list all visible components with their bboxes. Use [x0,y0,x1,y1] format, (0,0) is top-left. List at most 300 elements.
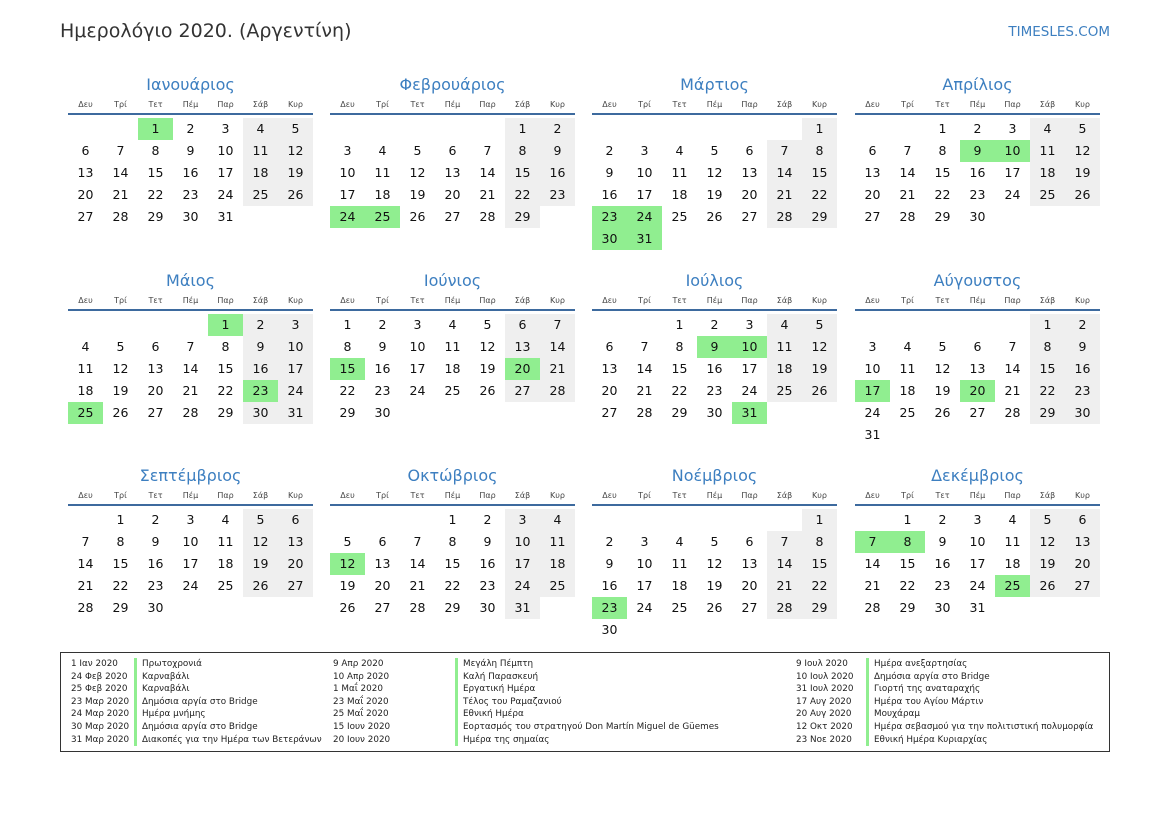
weekday-label: Σάβ [1039,491,1056,500]
weekday-label: Παρ [741,491,758,500]
day-cell: 29 [444,600,461,615]
day-cell: 8 [151,143,160,158]
day-cell: 17 [278,358,313,380]
day-cell: 23 [147,578,164,593]
day-cell: 10 [409,339,426,354]
day-cell: 3 [640,534,649,549]
holiday-day-cell: 12 [330,553,365,575]
holiday-entry [61,696,1101,709]
day-cell: 26 [409,209,426,224]
day-cell: 16 [182,165,199,180]
month-block [68,271,313,461]
day-cell: 14 [636,361,653,376]
day-cell: 11 [374,165,391,180]
day-cell: 19 [479,361,496,376]
day-cell: 25 [540,575,575,597]
day-cell: 17 [969,556,986,571]
day-cell: 19 [706,578,723,593]
day-cell: 11 [540,531,575,553]
day-cell: 1 [802,509,837,531]
weekday-label: Πέμ [182,491,199,500]
day-cell: 16 [243,358,278,380]
month-block [68,75,313,265]
day-cell: 8 [221,339,230,354]
weekday-label: Σάβ [514,491,531,500]
day-cell: 7 [640,339,649,354]
weekday-label: Τρί [376,491,389,500]
day-cell: 7 [413,534,422,549]
day-cell: 17 [505,553,540,575]
day-cell: 7 [186,339,195,354]
month-name: Αύγουστος [933,271,1022,290]
day-cell: 19 [706,187,723,202]
day-cell: 28 [540,380,575,402]
day-cell: 22 [802,184,837,206]
day-cell: 6 [278,509,313,531]
weekday-label: Τρί [901,100,914,109]
weekday-label: Πέμ [969,100,986,109]
day-cell: 28 [864,600,881,615]
holiday-date: 17 Αυγ 2020 [796,696,852,707]
weekday-label: Δευ [865,296,880,305]
day-cell: 2 [1065,314,1100,336]
month-block [855,75,1100,265]
day-cell: 17 [409,361,426,376]
month-name: Απρίλιος [942,75,1013,94]
day-cell: 17 [636,578,653,593]
day-cell: 18 [374,187,391,202]
day-cell: 5 [710,143,719,158]
day-cell: 28 [182,405,199,420]
day-cell: 19 [802,358,837,380]
day-cell: 1 [343,317,352,332]
holiday-name: Καρναβάλι [134,671,189,684]
day-cell: 16 [479,556,496,571]
day-cell: 13 [77,165,94,180]
day-cell: 2 [973,121,982,136]
day-cell: 18 [767,358,802,380]
holiday-day-cell: 25 [995,575,1030,597]
day-cell: 8 [343,339,352,354]
weekday-label: Τρί [901,491,914,500]
weekday-header [68,97,313,115]
day-cell: 5 [938,339,947,354]
day-cell: 24 [505,575,540,597]
weekday-label: Σάβ [1039,100,1056,109]
day-cell: 29 [112,600,129,615]
weekday-label: Δευ [340,296,355,305]
day-cell: 12 [802,336,837,358]
weekday-label: Πέμ [444,491,461,500]
day-cell: 12 [278,140,313,162]
day-cell: 25 [671,600,688,615]
day-cell: 26 [339,600,356,615]
weekday-label: Τρί [638,100,651,109]
weekday-label: Πέμ [706,491,723,500]
day-cell: 27 [374,600,391,615]
day-cell: 6 [151,339,160,354]
day-cell: 28 [77,600,94,615]
day-cell: 8 [505,140,540,162]
holiday-entry [61,721,1101,734]
day-cell: 16 [147,556,164,571]
holiday-day-cell: 10 [732,336,767,358]
day-cell: 5 [413,143,422,158]
day-cell: 5 [243,509,278,531]
day-cell: 2 [605,534,614,549]
month-name: Νοέμβριος [671,466,758,485]
day-cell: 22 [934,187,951,202]
day-cell: 26 [706,600,723,615]
weekday-label: Πέμ [969,296,986,305]
month-name: Ιούνιος [423,271,482,290]
day-cell: 1 [448,512,457,527]
day-cell: 22 [899,578,916,593]
day-cell: 23 [540,184,575,206]
holiday-date: 20 Ιουν 2020 [333,734,391,745]
holiday-day-cell: 20 [960,380,995,402]
day-cell: 21 [77,578,94,593]
day-cell: 14 [540,336,575,358]
month-name: Ιανουάριος [146,75,235,94]
day-cell: 14 [767,162,802,184]
day-cell: 25 [1030,184,1065,206]
day-cell: 7 [767,140,802,162]
day-cell: 15 [217,361,234,376]
day-cell: 16 [934,556,951,571]
day-cell: 17 [1004,165,1021,180]
weekday-label: Παρ [1004,491,1021,500]
day-cell: 23 [706,383,723,398]
holiday-day-cell: 1 [138,118,173,140]
day-cell: 25 [217,578,234,593]
day-cell: 8 [938,143,947,158]
day-cell: 14 [1004,361,1021,376]
day-cell: 24 [278,380,313,402]
holiday-date: 9 Ιουλ 2020 [796,659,848,669]
day-cell: 16 [706,361,723,376]
day-cell: 10 [636,165,653,180]
day-cell: 20 [147,383,164,398]
weekday-label: Τετ [148,296,163,305]
month-name: Φεβρουάριος [399,75,506,94]
month-block [330,75,575,265]
weekday-label: Κυρ [288,491,303,500]
day-cell: 9 [938,534,947,549]
day-cell: 2 [378,317,387,332]
day-cell: 18 [1004,556,1021,571]
day-cell: 11 [217,534,234,549]
holiday-name: Μουχάραμ [866,708,920,721]
day-cell: 16 [540,162,575,184]
day-cell: 21 [479,187,496,202]
day-cell: 11 [243,140,278,162]
day-cell: 2 [605,143,614,158]
day-cell: 4 [378,143,387,158]
day-cell: 12 [1030,531,1065,553]
holiday-name: Ημέρα ανεξαρτησίας [866,658,967,671]
day-cell: 11 [767,336,802,358]
day-cell: 22 [671,383,688,398]
weekday-label: Τετ [672,491,687,500]
day-cell: 12 [409,165,426,180]
day-cell: 20 [601,383,618,398]
day-cell: 3 [186,512,195,527]
day-cell: 24 [182,578,199,593]
holiday-date: 9 Απρ 2020 [333,659,384,669]
weekday-label: Δευ [340,491,355,500]
day-cell: 20 [444,187,461,202]
holiday-day-cell: 25 [365,206,400,228]
day-cell: 9 [605,165,614,180]
weekday-label: Σάβ [776,491,793,500]
day-cell: 1 [1030,314,1065,336]
holiday-day-cell: 31 [627,228,662,250]
holiday-date: 10 Ιουλ 2020 [796,671,854,682]
month-name: Μάρτιος [680,75,749,94]
weekday-label: Σάβ [252,296,269,305]
holiday-name: Ημέρα της σημαίας [455,734,549,747]
day-cell: 4 [903,339,912,354]
day-cell: 13 [969,361,986,376]
day-cell: 26 [243,575,278,597]
day-cell: 13 [1065,531,1100,553]
day-cell: 21 [540,358,575,380]
day-cell: 10 [969,534,986,549]
weekday-label: Σάβ [514,100,531,109]
holiday-date: 30 Μαρ 2020 [71,722,130,732]
day-cell: 28 [767,597,802,619]
weekday-label: Κυρ [550,100,565,109]
holiday-date: 1 Ιαν 2020 [71,659,118,669]
day-cell: 24 [409,383,426,398]
weekday-label: Τετ [935,296,950,305]
day-cell: 23 [374,383,391,398]
day-cell: 1 [903,512,912,527]
day-cell: 30 [969,209,986,224]
month-block [592,75,837,265]
day-cell: 25 [444,383,461,398]
weekday-header [855,293,1100,311]
holiday-name: Εορτασμός του στρατηγού Don Martín Miguel de Güemes [455,721,719,734]
weekday-label: Δευ [602,296,617,305]
day-cell: 1 [802,118,837,140]
day-cell: 28 [1004,405,1021,420]
weekday-label: Κυρ [288,296,303,305]
holiday-entry [61,658,1101,671]
day-cell: 12 [112,361,129,376]
day-cell: 5 [483,317,492,332]
day-cell: 15 [899,556,916,571]
day-cell: 6 [745,534,754,549]
weekday-label: Παρ [217,100,234,109]
day-cell: 8 [675,339,684,354]
day-cell: 26 [802,380,837,402]
day-cell: 24 [636,600,653,615]
day-cell: 14 [899,165,916,180]
month-name: Ιούλιος [685,271,744,290]
day-cell: 6 [745,143,754,158]
day-cell: 13 [864,165,881,180]
day-cell: 27 [741,600,758,615]
day-cell: 17 [636,187,653,202]
day-cell: 6 [448,143,457,158]
holiday-entry [61,708,1101,721]
day-cell: 7 [81,534,90,549]
day-cell: 16 [1065,358,1100,380]
day-cell: 18 [77,383,94,398]
day-cell: 10 [339,165,356,180]
weekday-label: Τετ [148,100,163,109]
weekday-label: Σάβ [252,100,269,109]
site-brand-link[interactable]: TIMESLES.COM [1008,24,1110,40]
day-cell: 3 [868,339,877,354]
weekday-label: Σάβ [776,100,793,109]
day-cell: 10 [505,531,540,553]
month-name: Μάιος [166,271,215,290]
weekday-label: Παρ [741,100,758,109]
day-cell: 19 [1065,162,1100,184]
day-cell: 4 [675,534,684,549]
day-cell: 28 [899,209,916,224]
day-cell: 23 [479,578,496,593]
weekday-label: Τρί [114,296,127,305]
weekday-label: Τρί [376,100,389,109]
day-cell: 13 [741,165,758,180]
weekday-label: Πέμ [706,100,723,109]
day-cell: 14 [409,556,426,571]
day-cell: 6 [81,143,90,158]
day-cell: 29 [899,600,916,615]
weekday-header [68,293,313,311]
day-cell: 19 [112,383,129,398]
day-cell: 15 [112,556,129,571]
day-cell: 29 [217,405,234,420]
holiday-date: 25 Φεβ 2020 [71,684,128,695]
day-cell: 3 [1008,121,1017,136]
holiday-entry [61,671,1101,684]
day-cell: 14 [767,553,802,575]
holiday-name: Καλή Παρασκευή [455,671,538,684]
month-block [855,271,1100,461]
holiday-date: 24 Μαρ 2020 [71,709,130,720]
day-cell: 31 [505,597,540,619]
day-cell: 29 [802,597,837,619]
holiday-date: 12 Οκτ 2020 [796,722,853,732]
day-cell: 2 [151,512,160,527]
day-cell: 29 [1030,402,1065,424]
day-cell: 21 [1004,383,1021,398]
day-cell: 6 [605,339,614,354]
day-cell: 8 [802,140,837,162]
day-cell: 8 [448,534,457,549]
day-cell: 12 [934,361,951,376]
day-cell: 27 [278,575,313,597]
holiday-day-cell: 23 [243,380,278,402]
weekday-label: Δευ [78,491,93,500]
weekday-header [592,293,837,311]
holiday-name: Δημόσια αργία στο Bridge [134,721,258,734]
day-cell: 28 [479,209,496,224]
day-cell: 9 [483,534,492,549]
weekday-label: Πέμ [444,296,461,305]
weekday-label: Τετ [410,100,425,109]
weekday-label: Δευ [78,100,93,109]
holiday-day-cell: 15 [330,358,365,380]
day-cell: 13 [374,556,391,571]
day-cell: 17 [217,165,234,180]
month-name: Οκτώβριος [407,466,498,485]
day-cell: 2 [540,118,575,140]
day-cell: 19 [934,383,951,398]
holiday-name: Ημέρα σεβασμού για την πολιτιστική πολυμορφία [866,721,1093,734]
day-cell: 4 [1030,118,1065,140]
holiday-name: Εθνική Ημέρα [455,708,524,721]
day-cell: 22 [802,575,837,597]
day-cell: 18 [243,162,278,184]
weekday-header [330,293,575,311]
day-cell: 21 [636,383,653,398]
day-cell: 15 [1030,358,1065,380]
holiday-name: Μεγάλη Πέμπτη [455,658,533,671]
day-cell: 5 [1065,118,1100,140]
day-cell: 15 [444,556,461,571]
day-cell: 29 [147,209,164,224]
page-title: Ημερολόγιο 2020. (Αργεντίνη) [60,20,352,42]
weekday-label: Τετ [410,491,425,500]
day-cell: 8 [1030,336,1065,358]
holiday-day-cell: 23 [592,597,627,619]
day-cell: 13 [601,361,618,376]
holiday-name: Ημέρα μνήμης [134,708,206,721]
day-cell: 28 [636,405,653,420]
weekday-header [330,488,575,506]
day-cell: 5 [278,118,313,140]
day-cell: 16 [601,578,618,593]
weekday-label: Τετ [672,296,687,305]
weekday-header [68,488,313,506]
day-cell: 9 [151,534,160,549]
day-cell: 21 [899,187,916,202]
holiday-entry [61,683,1101,696]
weekday-label: Πέμ [969,491,986,500]
day-cell: 11 [671,556,688,571]
day-cell: 14 [864,556,881,571]
holiday-day-cell: 17 [855,380,890,402]
day-cell: 26 [278,184,313,206]
day-cell: 30 [706,405,723,420]
holiday-day-cell: 7 [855,531,890,553]
weekday-label: Τετ [935,491,950,500]
day-cell: 9 [186,143,195,158]
weekday-label: Δευ [865,491,880,500]
day-cell: 4 [767,314,802,336]
weekday-label: Δευ [340,100,355,109]
day-cell: 27 [77,209,94,224]
day-cell: 8 [802,531,837,553]
day-cell: 5 [343,534,352,549]
day-cell: 9 [243,336,278,358]
day-cell: 21 [767,184,802,206]
day-cell: 18 [444,361,461,376]
day-cell: 2 [243,314,278,336]
day-cell: 30 [147,600,164,615]
day-cell: 23 [182,187,199,202]
day-cell: 14 [112,165,129,180]
weekday-label: Σάβ [776,296,793,305]
weekday-label: Παρ [1004,296,1021,305]
day-cell: 14 [77,556,94,571]
